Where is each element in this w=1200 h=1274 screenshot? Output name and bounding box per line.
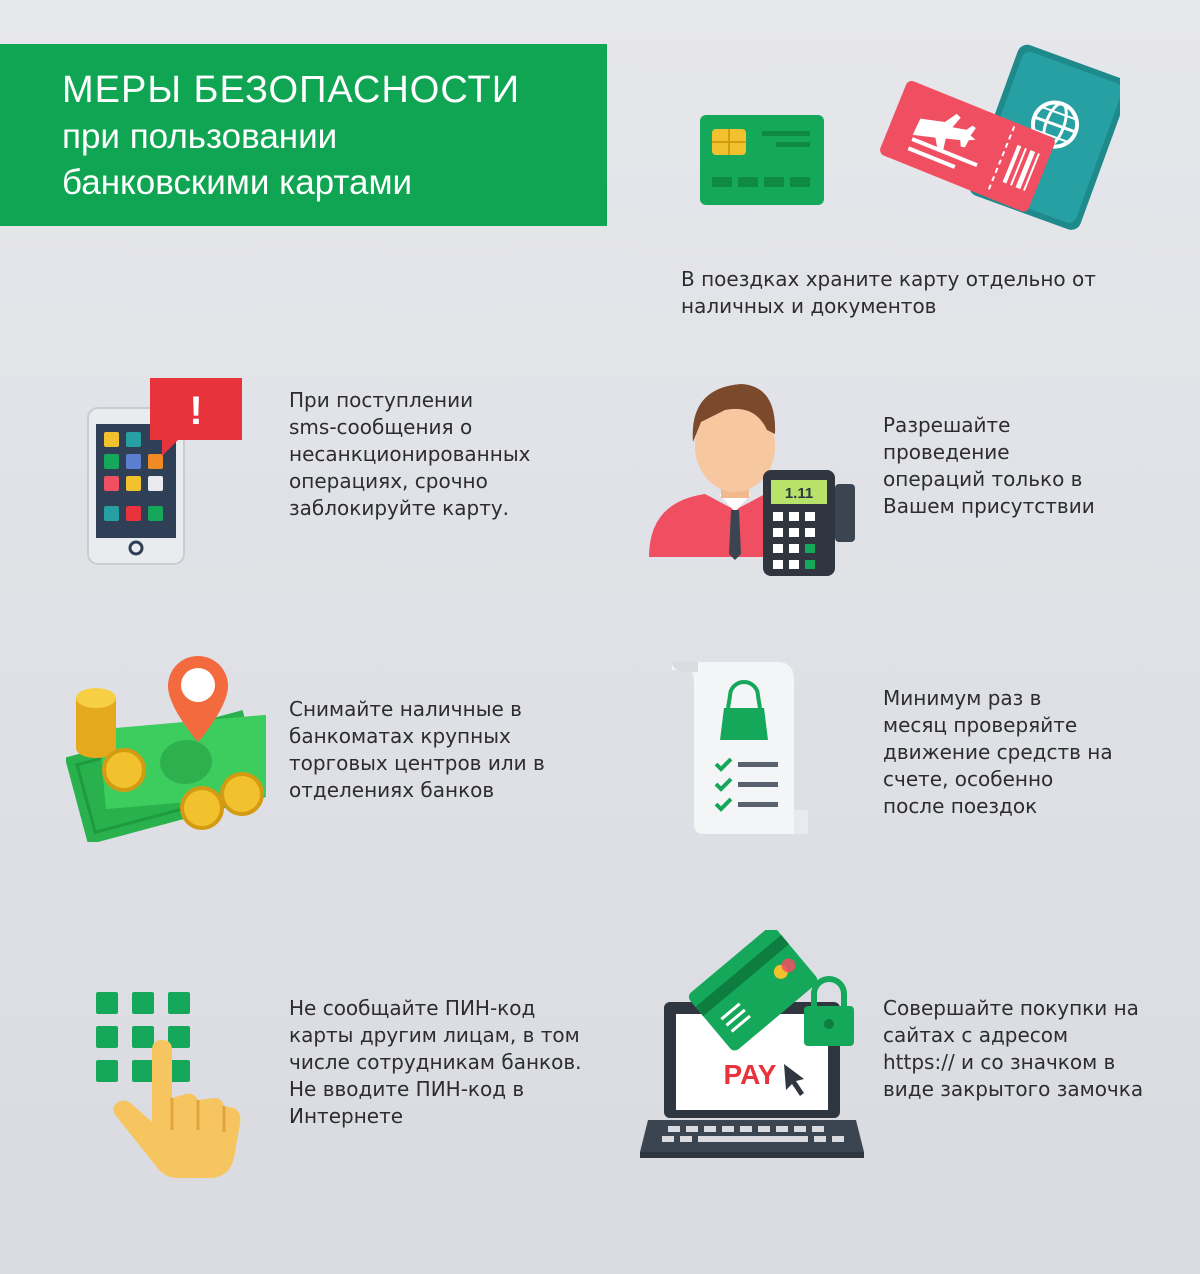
bank-card-icon [700,115,825,207]
tip-pin: Не сообщайте ПИН-код карты другим лицам, в том числе сотрудникам банков. Не вводите ПИН-код в Интернете [289,996,582,1128]
title-banner [0,44,607,226]
tip-statement: Минимум раз в месяц проверяйте движение средств на счете, особенно после поездок [883,686,1113,818]
terminal-display: 1.11 [784,485,814,502]
tip-travel: В поездках храните карту отдельно от наличных и документов [681,267,1096,318]
keypad-hand-icon [94,990,244,1185]
receipt-checklist-icon [668,660,808,835]
cashier-terminal-icon [645,382,860,577]
tip-sms: При поступлении sms-сообщения о несанкционированных операциях, срочно заблокируйте карту. [289,388,531,520]
title-line-3: банковскими картами [62,163,413,202]
phone-alert-icon [86,378,246,568]
title-line-1: МЕРЫ БЕЗОПАСНОСТИ [62,69,521,111]
ticket-passport-icon [870,44,1120,234]
title-line-2: при пользовании [62,117,338,156]
tip-online: Совершайте покупки на сайтах с адресом https:// и со значком в виде закрытого замочка [883,996,1144,1101]
cash-location-icon [66,652,266,842]
tip-atm: Снимайте наличные в банкоматах крупных торговых центров или в отделениях банков [289,697,545,802]
pay-label: PAY [723,1059,777,1090]
laptop-pay-icon [638,930,868,1160]
tip-presence: Разрешайте проведение операций только в Вашем присутствии [883,413,1095,518]
alert-mark: ! [189,389,203,433]
